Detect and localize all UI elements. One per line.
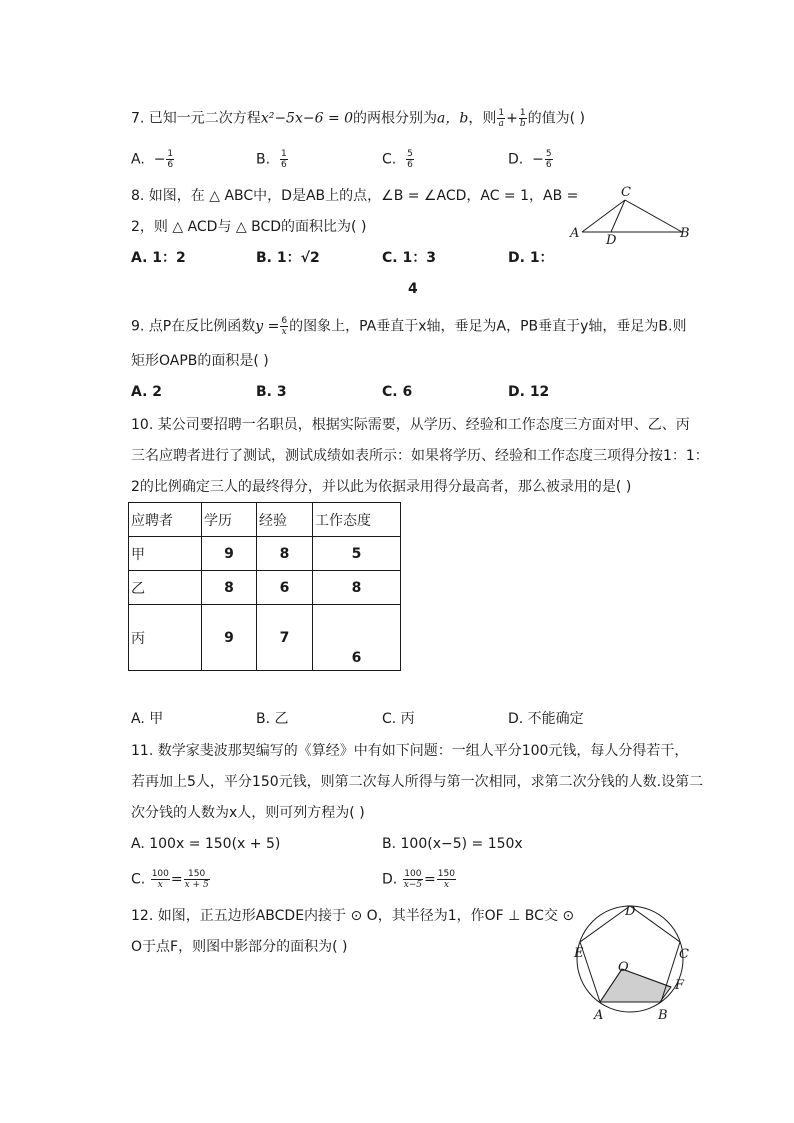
q9-line-2: 矩形OAPB的面积是( ) — [131, 353, 269, 369]
header-education: 学历 — [202, 503, 257, 537]
q8-label-a: A — [570, 226, 580, 241]
q9-option-c[interactable]: C. 6 — [382, 384, 413, 400]
q12-label-f: F — [675, 978, 685, 993]
cell-experience: 6 — [257, 571, 313, 605]
q9-func-frac: $\frac{6}{x}$ — [281, 316, 288, 337]
cell-attitude: 6 — [313, 605, 401, 671]
q12-pentagon-figure — [566, 903, 702, 1025]
q11-option-d[interactable]: D. $\frac{100}{x-5}$ = $\frac{150}{x}$ — [382, 869, 455, 890]
table-row — [129, 605, 401, 671]
q8-side-bc — [625, 200, 682, 232]
q8-side-ac — [582, 200, 625, 232]
q12-line-2: O于点F，则图中影部分的面积为( ) — [131, 939, 348, 955]
cell-attitude: 5 — [313, 537, 401, 571]
q10-option-c[interactable]: C. 丙 — [382, 711, 415, 727]
q7-option-d[interactable]: D. − $\frac{5}{6}$ — [508, 149, 552, 170]
header-experience: 经验 — [257, 503, 313, 537]
q8-option-c[interactable]: C. 1：3 — [382, 250, 436, 266]
q11-option-c[interactable]: C. $\frac{100}{x}$ = $\frac{150}{x + 5}$ — [131, 869, 209, 890]
cell-experience: 7 — [257, 605, 313, 671]
cell-education: 9 — [202, 605, 257, 671]
q12-label-c: C — [679, 947, 689, 962]
q9-line-1 — [131, 316, 686, 337]
cell-name: 甲 — [129, 537, 202, 571]
q8-line-1: 8. 如图，在 △ ABC中，D是AB上的点，∠B = ∠ACD，AC = 1，AB = — [131, 188, 579, 204]
q10-option-a[interactable]: A. 甲 — [131, 711, 164, 727]
table-row — [129, 571, 401, 605]
q12-label-e: E — [574, 946, 584, 961]
q7-frac-2: $\frac{1}{b}$ — [519, 108, 526, 129]
q7-frac-1: $\frac{1}{a}$ — [498, 108, 505, 129]
q8-triangle-figure — [566, 182, 696, 248]
q9-option-a[interactable]: A. 2 — [131, 384, 163, 400]
q7-stem-then: ，则 — [468, 110, 497, 127]
header-applicant: 应聘者 — [129, 503, 202, 537]
q7-option-a[interactable]: A. − $\frac{1}{6}$ — [131, 149, 174, 170]
q7-stem-mid: 的两根分别为 — [353, 110, 438, 127]
q10-option-d[interactable]: D. 不能确定 — [508, 711, 584, 727]
q8-label-b: B — [680, 226, 690, 241]
q7-stem-post: 的值为( ) — [527, 110, 585, 127]
q10-line-1: 10. 某公司要招聘一名职员，根据实际需要，从学历、经验和工作态度三方面对甲、乙、丙 — [131, 417, 690, 433]
cell-name: 丙 — [129, 605, 202, 671]
cell-attitude: 8 — [313, 571, 401, 605]
q11-option-b[interactable]: B. 100(x−5) = 150x — [382, 836, 523, 852]
q9-option-b[interactable]: B. 3 — [256, 384, 287, 400]
q7-stem — [131, 108, 585, 129]
header-attitude: 工作态度 — [313, 503, 401, 537]
q8-option-a[interactable]: A. 1：2 — [131, 250, 186, 266]
q11-option-a[interactable]: A. 100x = 150(x + 5) — [131, 836, 281, 852]
q10-line-3: 2的比例确定三人的最终得分，并以此为依据录用得分最高者，那么被录用的是( ) — [131, 479, 632, 495]
q12-label-d: D — [625, 904, 636, 919]
q9-line-1-post: 的图象上，PA垂直于x轴，垂足为A，PB垂直于y轴，垂足为B.则 — [289, 318, 687, 335]
table-header-row — [129, 503, 401, 537]
cell-education: 9 — [202, 537, 257, 571]
q12-label-o: O — [618, 960, 629, 975]
cell-name: 乙 — [129, 571, 202, 605]
q11-line-3: 次分钱的人数为x人，则可列方程为( ) — [131, 805, 365, 821]
q10-option-b[interactable]: B. 乙 — [256, 711, 289, 727]
q7-roots: a，b — [437, 110, 469, 127]
q12-line-1: 12. 如图，正五边形ABCDE内接于 ⊙ O，其半径为1，作OF ⊥ BC交 ⊙ — [131, 908, 575, 924]
q8-label-d: D — [606, 233, 617, 248]
q10-line-2: 三名应聘者进行了测试，测试成绩如表所示：如果将学历、经验和工作态度三项得分按1：1： — [131, 448, 709, 464]
q10-score-table — [128, 502, 401, 671]
q12-label-b: B — [658, 1008, 668, 1023]
q9-func-y: y = — [255, 318, 280, 335]
q9-line-1-pre: 9. 点P在反比例函数 — [131, 318, 256, 335]
q7-stem-pre: 7. 已知一元二次方程 — [131, 110, 261, 127]
q7-option-c[interactable]: C. $\frac{5}{6}$ — [382, 149, 413, 170]
q8-line-2: 2，则 △ ACD与 △ BCD的面积比为( ) — [131, 219, 367, 235]
q7-equation: x²−5x−6 = 0 — [260, 110, 354, 127]
q11-line-1: 11. 数学家斐波那契编写的《算经》中有如下问题：一组人平分100元钱，每人分得若干， — [131, 743, 689, 759]
q8-option-d[interactable]: D. 1： — [508, 250, 554, 266]
q11-line-2: 若再加上5人，平分150元钱，则第二次每人所得与第一次相同，求第二次分钱的人数.设第二 — [131, 774, 704, 790]
table-row — [129, 537, 401, 571]
cell-education: 8 — [202, 571, 257, 605]
q8-label-c: C — [621, 185, 631, 200]
q12-label-a: A — [594, 1008, 604, 1023]
q7-plus: + — [506, 110, 518, 127]
q8-option-b[interactable]: B. 1：√2 — [256, 250, 320, 266]
q9-option-d[interactable]: D. 12 — [508, 384, 550, 400]
q7-option-b[interactable]: B. $\frac{1}{6}$ — [256, 149, 287, 170]
q8-option-d-wrap: 4 — [408, 281, 418, 297]
cell-experience: 8 — [257, 537, 313, 571]
